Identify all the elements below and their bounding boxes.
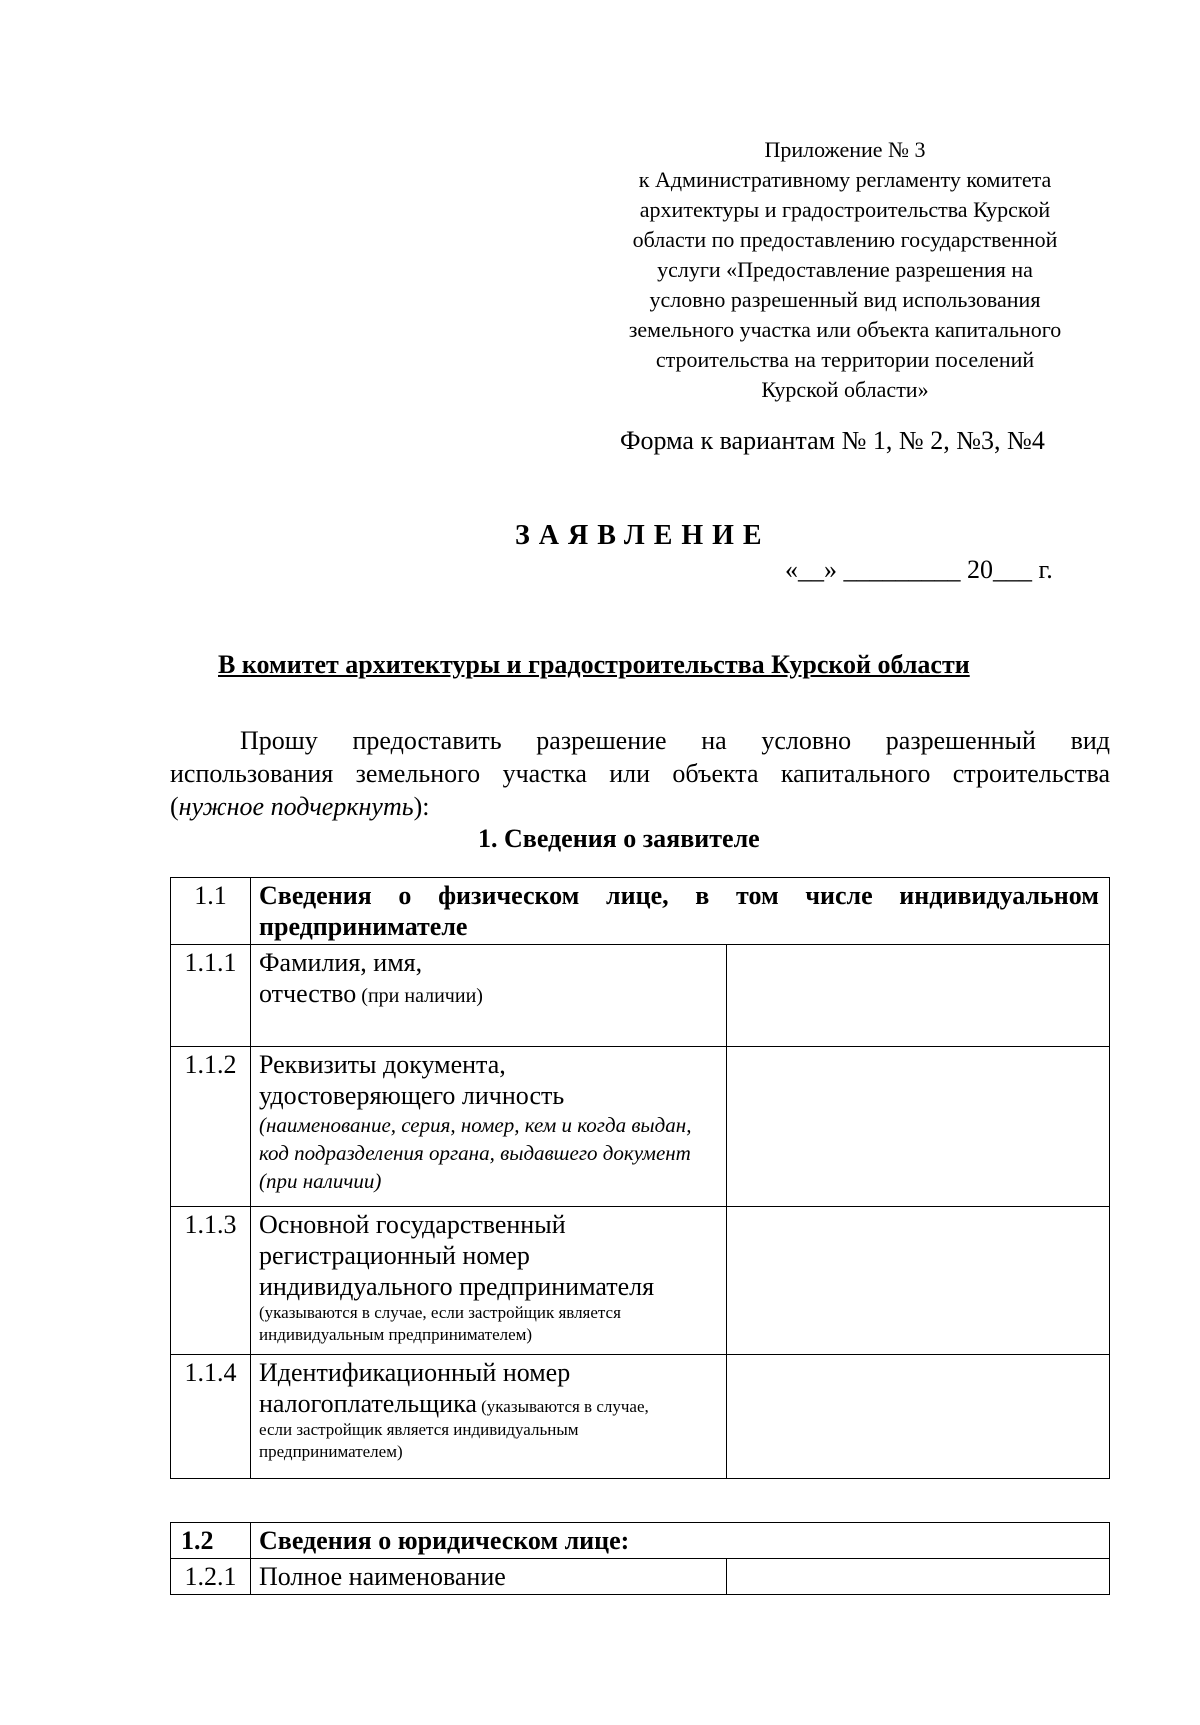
field-label: [251, 1207, 727, 1355]
addressee: В комитет архитектуры и градостроительства Курской области: [218, 650, 970, 679]
field-note: (указываются в случае, если застройщик является индивидуальным предпринимателем): [259, 1303, 621, 1344]
row-number: 1.1.2: [171, 1047, 251, 1207]
field-label-line: удостоверяющего личность: [259, 1081, 565, 1110]
field-note: (указываются в случае,: [476, 1397, 649, 1416]
annex-line: строительства на территории поселений: [655, 347, 1035, 372]
field-label: [251, 945, 727, 1047]
field-label-line: Основной государственный: [259, 1210, 566, 1239]
row-number: 1.1: [171, 878, 251, 945]
field-label-line: Реквизиты документа,: [259, 1050, 506, 1079]
annex-line: архитектуры и градостроительства Курской: [639, 197, 1051, 222]
field-note: если застройщик является индивидуальным предпринимателем): [259, 1420, 579, 1461]
date-line: «__» _________ 20___ г.: [785, 555, 1053, 584]
row-number: 1.1.1: [171, 945, 251, 1047]
inn-value-cell[interactable]: [727, 1355, 1110, 1479]
field-label: [251, 1047, 727, 1207]
table-row: [171, 1207, 1110, 1355]
table-header-row: [171, 878, 1110, 945]
annex-block: [600, 135, 1090, 405]
field-label-text: налогоплательщика: [259, 1389, 477, 1418]
table-row: [171, 1559, 1110, 1595]
field-note: (при наличии): [356, 985, 483, 1007]
request-paragraph: Прошу предоставить разрешение на условно разрешенный вид использования земельного участка или объекта капитального строительства (нужное подчеркнуть):: [170, 726, 1110, 821]
request-hint: нужное подчеркнуть: [178, 792, 414, 821]
annex-line: услуги «Предоставление разрешения на: [657, 257, 1033, 282]
request-text: Прошу предоставить разрешение на условно разрешенный вид использования земельного участка или объекта капитального строительства: [170, 726, 1110, 788]
full-name-value-cell[interactable]: [727, 1559, 1110, 1595]
table-row: [171, 945, 1110, 1047]
annex-line: Приложение № 3: [764, 137, 926, 162]
field-label: [251, 1355, 727, 1479]
row-number: 1.1.4: [171, 1355, 251, 1479]
annex-line: земельного участка или объекта капитального: [628, 317, 1062, 342]
field-label-line: Фамилия, имя,: [259, 948, 423, 977]
table-row: [171, 1355, 1110, 1479]
legal-entity-table: [170, 1522, 1110, 1595]
annex-line: Курской области»: [761, 377, 929, 402]
row-number: 1.1.3: [171, 1207, 251, 1355]
table-header-row: [171, 1523, 1110, 1559]
annex-line: условно разрешенный вид использования: [649, 287, 1041, 312]
form-variants: Форма к вариантам № 1, № 2, №3, №4: [620, 426, 1045, 455]
document-title: ЗАЯВЛЕНИЕ: [515, 520, 771, 551]
field-label: Полное наименование: [251, 1559, 727, 1595]
ogrnip-value-cell[interactable]: [727, 1207, 1110, 1355]
field-label-line: Идентификационный номер: [259, 1358, 571, 1387]
section-title: 1. Сведения о заявителе: [478, 824, 760, 853]
section-heading: Сведения о физическом лице, в том числе индивидуальном предпринимателе: [251, 878, 1110, 945]
individual-table: [170, 877, 1110, 1479]
field-label-line: [259, 1388, 718, 1419]
field-label-line: [259, 978, 718, 1009]
field-label-line: индивидуального предпринимателя: [259, 1272, 655, 1301]
row-number: 1.2: [171, 1523, 251, 1559]
section-heading: Сведения о юридическом лице:: [251, 1523, 1110, 1559]
row-number: 1.2.1: [171, 1559, 251, 1595]
annex-line: области по предоставлению государственной: [632, 227, 1058, 252]
id-document-value-cell[interactable]: [727, 1047, 1110, 1207]
annex-line: к Административному регламенту комитета: [638, 167, 1052, 192]
table-row: [171, 1047, 1110, 1207]
field-label-text: отчество: [259, 979, 357, 1008]
surname-name-value-cell[interactable]: [727, 945, 1110, 1047]
field-label-line: регистрационный номер: [259, 1241, 530, 1270]
field-note: (наименование, серия, номер, кем и когда выдан, код подразделения органа, выдавшего документ (при наличии): [259, 1113, 692, 1193]
